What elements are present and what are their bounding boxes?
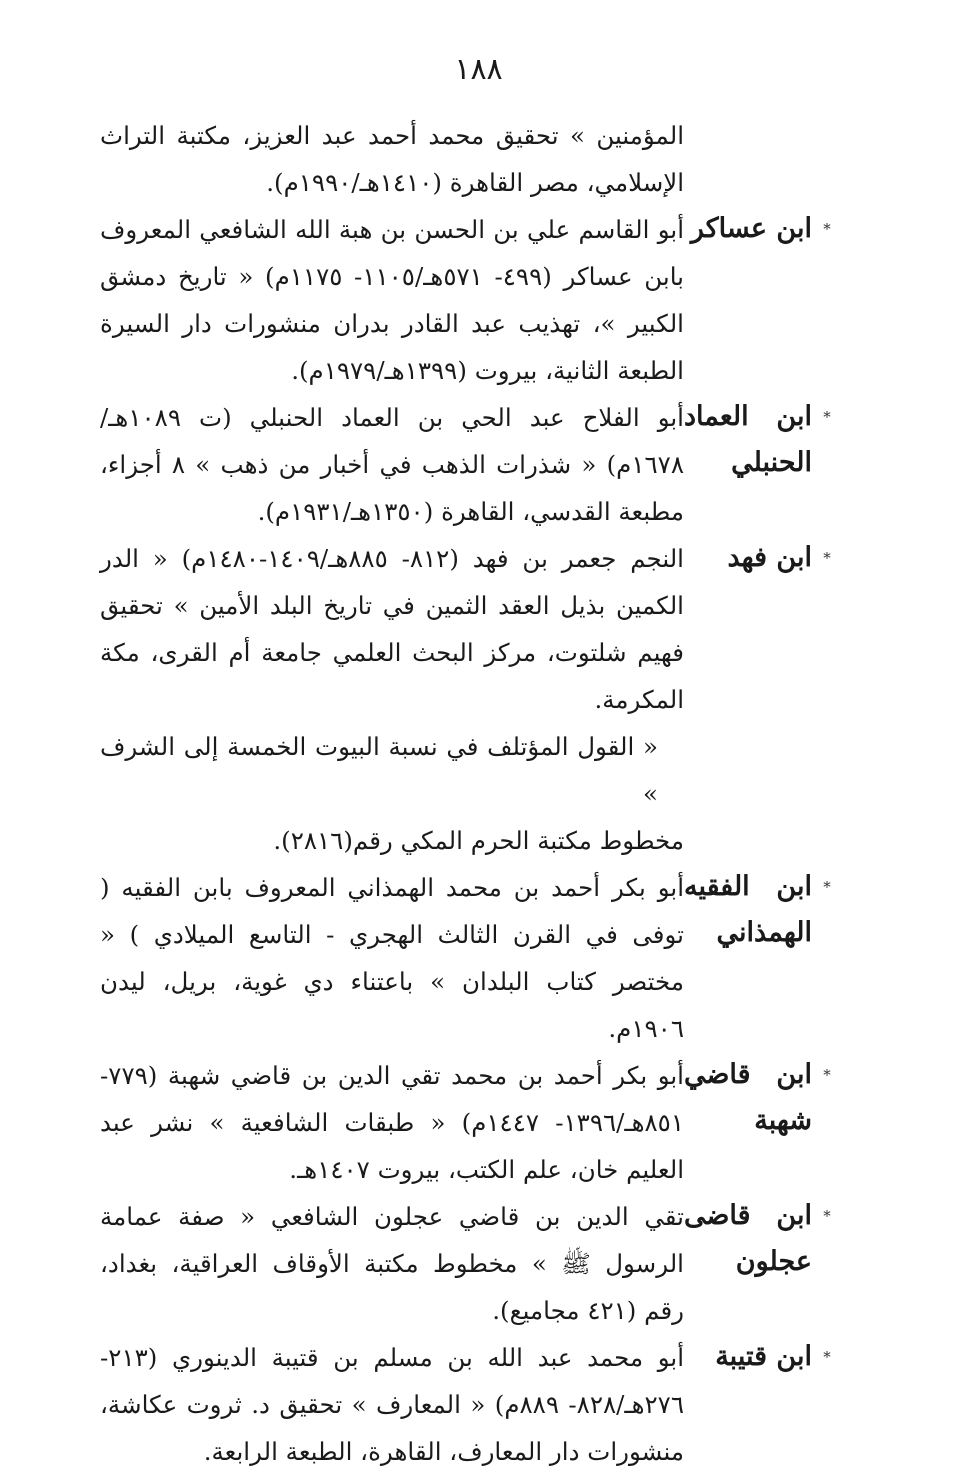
asterisk-bullet-icon: * (823, 220, 831, 238)
entry-text: أبو القاسم علي بن الحسن بن هبة الله الشافعي المعروف بابن عساكر (٤٩٩- ٥٧١هـ/١١٠٥- ١١٧٥م) « تاريخ دمشق الكبير »، تهذيب عبد القادر بدران منشورات دار السيرة الطبعة الثانية، بيروت (١٣٩٩هـ/١٩٧٩م). (100, 215, 684, 385)
entry-name: ابن الفقيه الهمذاني (684, 871, 812, 948)
entry-name: ابن قاضى عجلون (684, 1200, 812, 1277)
asterisk-bullet-icon: * (823, 878, 831, 896)
entry-head (684, 1334, 840, 1381)
entry-head (684, 394, 840, 486)
bibliography-list (100, 112, 840, 1475)
asterisk-bullet-icon: * (823, 1348, 831, 1366)
entry-text: أبو بكر أحمد بن محمد الهمذاني المعروف بابن الفقيه ( توفى في القرن الثالث الهجري - التاسع الميلادي ) « مختصر كتاب البلدان » باعتناء دي غوية، بريل، ليدن ١٩٠٦م. (100, 873, 684, 1043)
entry-text: أبو بكر أحمد بن محمد تقي الدين بن قاضي شهبة (٧٧٩- ٨٥١هـ/١٣٩٦- ١٤٤٧م) « طبقات الشافعية » نشر عبد العليم خان، علم الكتب، بيروت ١٤٠٧هـ. (100, 1061, 684, 1184)
entry-head (684, 535, 840, 582)
entry-text: أبو محمد عبد الله بن مسلم بن قتيبة الدينوري (٢١٣- ٢٧٦هـ/٨٢٨- ٨٨٩م) « المعارف » تحقيق د. ثروت عكاشة، منشورات دار المعارف، القاهرة، الطبعة الرابعة. (100, 1343, 684, 1466)
intro-continuation: المؤمنين » تحقيق محمد أحمد عبد العزيز، مكتبة التراث الإسلامي، مصر القاهرة (١٤١٠هـ/١٩٩٠م). (100, 121, 684, 197)
entry-name: ابن العماد الحنبلي (684, 401, 812, 478)
entry-ibn-qadi-ajlun (100, 1193, 840, 1334)
subentry-title: « القول المؤتلف في نسبة البيوت الخمسة إلى الشرف » (100, 732, 658, 808)
entry-ibn-qadi-shuhba (100, 1052, 840, 1193)
asterisk-bullet-icon: * (823, 1207, 831, 1225)
entry-ibn-al-faqih (100, 864, 840, 1052)
entry-name: ابن قاضي شهبة (684, 1059, 812, 1136)
entry-head (684, 864, 840, 956)
entry-ibn-qutayba (100, 1334, 840, 1475)
entry-head (684, 1052, 840, 1144)
subentry-text: مخطوط مكتبة الحرم المكي رقم(٢٨١٦). (273, 826, 684, 855)
entry-ibn-al-imad (100, 394, 840, 535)
asterisk-bullet-icon: * (823, 1066, 831, 1084)
entry-ibn-fahd (100, 535, 840, 723)
entry-name: ابن عساكر (690, 213, 812, 244)
entry-head (684, 206, 840, 253)
entry-name: ابن قتيبة (715, 1341, 812, 1372)
asterisk-bullet-icon: * (823, 549, 831, 567)
asterisk-bullet-icon: * (823, 408, 831, 426)
entry-text: أبو الفلاح عبد الحي بن العماد الحنبلي (ت ١٠٨٩هـ/ ١٦٧٨م) « شذرات الذهب في أخبار من ذهب » ٨ أجزاء، مطبعة القدسي، القاهرة (١٣٥٠هـ/١٩٣١م). (100, 403, 684, 526)
entry-ibn-fahd-second-work (100, 723, 684, 864)
entry-text: النجم جعمر بن فهد (٨١٢- ٨٨٥هـ/١٤٠٩-١٤٨٠م) « الدر الكمين بذيل العقد الثمين في تاريخ البلد الأمين » تحقيق فهيم شلتوت، مركز البحث العلمي جامعة أم القرى، مكة المكرمة. (100, 544, 684, 714)
entry-ibn-asakir (100, 206, 840, 394)
entry-name: ابن فهد (727, 542, 812, 573)
entry-text: تقي الدين بن قاضي عجلون الشافعي « صفة عمامة الرسول ﷺ » مخطوط مكتبة الأوقاف العراقية، بغداد، رقم (٤٢١ مجاميع). (100, 1202, 684, 1325)
page-number: ١٨٨ (454, 52, 503, 87)
entry-head (684, 1193, 840, 1285)
